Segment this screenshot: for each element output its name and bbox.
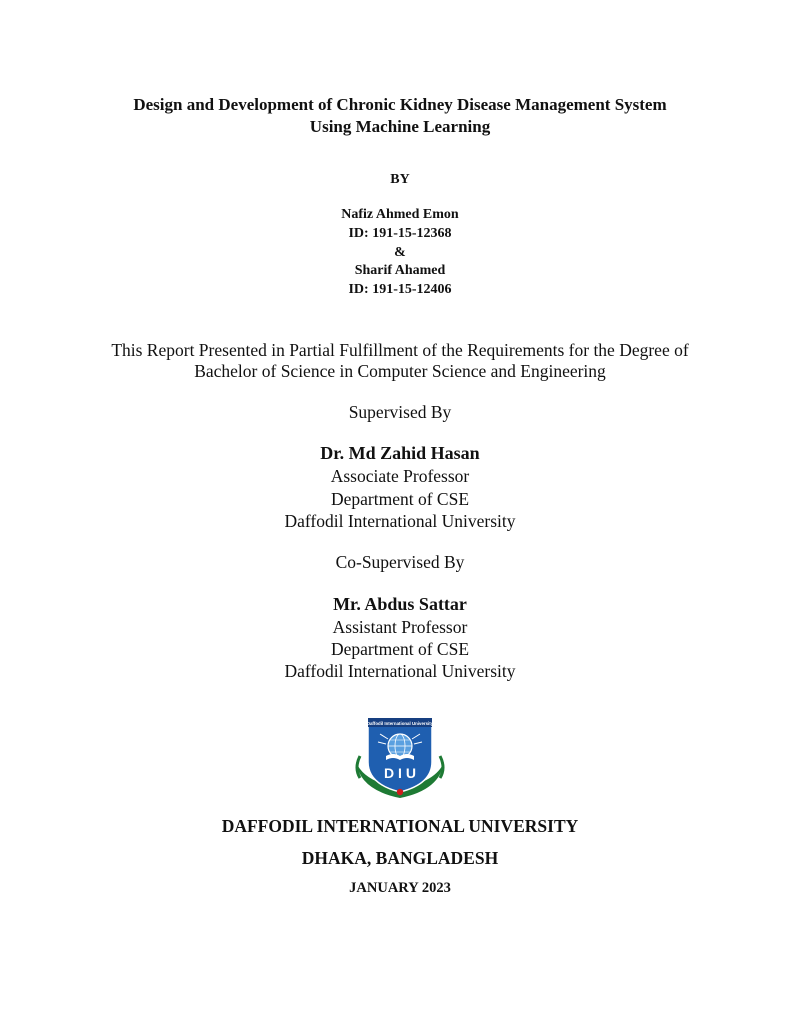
diu-logo: [350, 712, 450, 804]
logo-letters: D I U: [384, 765, 416, 781]
report-title-line-2: Using Machine Learning: [309, 117, 491, 136]
logo-laurel-left: [357, 756, 360, 778]
report-statement-line-2: Bachelor of Science in Computer Science and Engineering: [194, 361, 606, 381]
co-supervised-by-heading: Co-Supervised By: [335, 552, 465, 572]
supervised-by-heading: Supervised By: [348, 402, 452, 422]
footer-date: JANUARY 2023: [349, 880, 451, 896]
authors-ampersand: &: [394, 245, 406, 260]
supervisor-university: Daffodil International University: [284, 511, 516, 531]
report-title-line-1: Design and Development of Chronic Kidney Disease Management System: [133, 95, 667, 114]
by-label: BY: [390, 172, 410, 187]
logo-accent-dot: [397, 789, 403, 795]
author-1-name: Nafiz Ahmed Emon: [341, 207, 459, 222]
author-1-id: ID: 191-15-12368: [348, 226, 452, 241]
logo-laurel-right: [440, 756, 443, 778]
co-supervisor-university: Daffodil International University: [284, 661, 516, 681]
logo-banner-text: Daffodil International University: [366, 721, 434, 726]
supervisor-name: Dr. Md Zahid Hasan: [320, 443, 480, 463]
supervisor-department: Department of CSE: [330, 489, 470, 509]
co-supervisor-department: Department of CSE: [330, 639, 470, 659]
author-2-id: ID: 191-15-12406: [348, 282, 452, 297]
co-supervisor-title: Assistant Professor: [332, 617, 468, 637]
author-2-name: Sharif Ahamed: [354, 263, 446, 278]
supervisor-title: Associate Professor: [330, 466, 470, 486]
footer-university: DAFFODIL INTERNATIONAL UNIVERSITY: [221, 816, 579, 836]
report-statement-line-1: This Report Presented in Partial Fulfillment of the Requirements for the Degree of: [111, 340, 689, 360]
footer-location: DHAKA, BANGLADESH: [301, 848, 499, 868]
co-supervisor-name: Mr. Abdus Sattar: [333, 594, 467, 614]
